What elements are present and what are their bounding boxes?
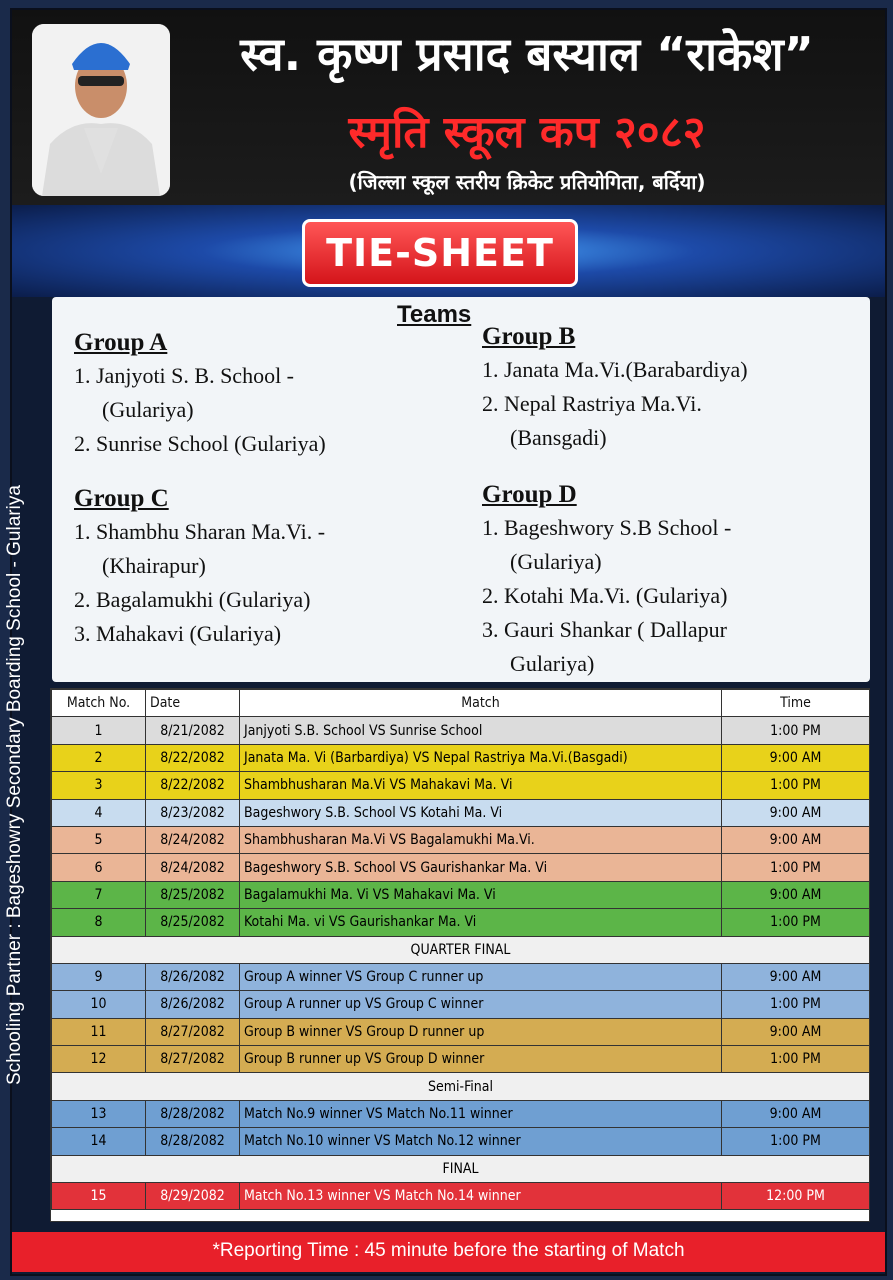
group-c-item: 2. Bagalamukhi (Gulariya) xyxy=(74,587,311,612)
time-cell: 9:00 AM xyxy=(722,826,870,853)
group-d-item: 1. Bageshwory S.B School - xyxy=(482,515,732,540)
group-d-item: (Gulariya) xyxy=(510,549,602,574)
section-row xyxy=(52,936,870,963)
match-no-cell: 9 xyxy=(52,963,146,990)
time-cell: 1:00 PM xyxy=(722,772,870,799)
teams-panel xyxy=(52,297,870,682)
table-row xyxy=(52,881,870,908)
date-cell: 8/24/2082 xyxy=(146,854,240,881)
header-match: Match xyxy=(240,690,722,717)
date-cell: 8/27/2082 xyxy=(146,1046,240,1073)
match-no-cell: 2 xyxy=(52,744,146,771)
table-row xyxy=(52,1018,870,1045)
table-row xyxy=(52,991,870,1018)
tie-sheet-banner xyxy=(12,205,885,297)
match-cell: Bagalamukhi Ma. Vi VS Mahakavi Ma. Vi xyxy=(240,881,722,908)
time-cell: 9:00 AM xyxy=(722,963,870,990)
match-no-cell: 5 xyxy=(52,826,146,853)
group-d xyxy=(482,479,731,681)
match-cell: Group A winner VS Group C runner up xyxy=(240,963,722,990)
group-c-title: Group C xyxy=(74,485,169,512)
portrait-icon xyxy=(32,24,170,196)
section-row xyxy=(52,1155,870,1182)
table-row xyxy=(52,744,870,771)
match-cell: Group B runner up VS Group D winner xyxy=(240,1046,722,1073)
match-cell: Match No.10 winner VS Match No.12 winner xyxy=(240,1128,722,1155)
match-no-cell: 15 xyxy=(52,1183,146,1210)
date-cell: 8/26/2082 xyxy=(146,963,240,990)
match-cell: Shambhusharan Ma.Vi VS Bagalamukhi Ma.Vi. xyxy=(240,826,722,853)
section-row xyxy=(52,1073,870,1100)
match-cell: Group A runner up VS Group C winner xyxy=(240,991,722,1018)
time-cell: 1:00 PM xyxy=(722,1046,870,1073)
group-b-item: 1. Janata Ma.Vi.(Barabardiya) xyxy=(482,357,748,382)
teams-title: Teams xyxy=(397,301,472,328)
table-row xyxy=(52,826,870,853)
date-cell: 8/21/2082 xyxy=(146,717,240,744)
schooling-partner-text: Schooling Partner : Bageshowry Secondary Boarding School - Gulariya xyxy=(4,485,25,1085)
match-no-cell: 8 xyxy=(52,909,146,936)
group-b xyxy=(482,321,748,455)
match-no-cell: 3 xyxy=(52,772,146,799)
group-b-item: 2. Nepal Rastriya Ma.Vi. xyxy=(482,391,702,416)
poster xyxy=(4,8,887,1276)
date-cell: 8/26/2082 xyxy=(146,991,240,1018)
group-c-item: 1. Shambhu Sharan Ma.Vi. - xyxy=(74,519,326,544)
time-cell: 9:00 AM xyxy=(722,799,870,826)
date-cell: 8/24/2082 xyxy=(146,826,240,853)
header-date: Date xyxy=(146,690,240,717)
match-no-cell: 1 xyxy=(52,717,146,744)
time-cell: 9:00 AM xyxy=(722,1100,870,1127)
section-label: Semi-Final xyxy=(52,1073,870,1100)
reporting-time-note: *Reporting Time : 45 minute before the starting of Match xyxy=(12,1232,885,1272)
time-cell: 1:00 PM xyxy=(722,991,870,1018)
group-a-item: 1. Janjyoti S. B. School - xyxy=(74,363,295,388)
time-cell: 1:00 PM xyxy=(722,1128,870,1155)
match-cell: Janata Ma. Vi (Barbardiya) VS Nepal Rastriya Ma.Vi.(Basgadi) xyxy=(240,744,722,771)
date-cell: 8/23/2082 xyxy=(146,799,240,826)
section-label: QUARTER FINAL xyxy=(52,936,870,963)
group-d-item: 2. Kotahi Ma.Vi. (Gulariya) xyxy=(482,583,728,608)
time-cell: 1:00 PM xyxy=(722,717,870,744)
match-no-cell: 12 xyxy=(52,1046,146,1073)
time-cell: 9:00 AM xyxy=(722,881,870,908)
date-cell: 8/25/2082 xyxy=(146,881,240,908)
title-line-3: (जिल्ला स्कूल स्तरीय क्रिकेट प्रतियोगिता, बर्दिया) xyxy=(348,170,706,194)
match-cell: Match No.13 winner VS Match No.14 winner xyxy=(240,1183,722,1210)
date-cell: 8/25/2082 xyxy=(146,909,240,936)
schedule-table xyxy=(50,688,870,1222)
tie-sheet-label: TIE-SHEET xyxy=(302,219,578,287)
match-cell: Shambhusharan Ma.Vi VS Mahakavi Ma. Vi xyxy=(240,772,722,799)
match-no-cell: 13 xyxy=(52,1100,146,1127)
match-cell: Bageshwory S.B. School VS Kotahi Ma. Vi xyxy=(240,799,722,826)
time-cell: 12:00 PM xyxy=(722,1183,870,1210)
header-match-no: Match No. xyxy=(52,690,146,717)
date-cell: 8/22/2082 xyxy=(146,772,240,799)
table-row xyxy=(52,1046,870,1073)
time-cell: 1:00 PM xyxy=(722,909,870,936)
table-header xyxy=(52,690,870,717)
match-no-cell: 14 xyxy=(52,1128,146,1155)
header-time: Time xyxy=(722,690,870,717)
group-a-item: (Gulariya) xyxy=(102,397,194,422)
time-cell: 9:00 AM xyxy=(722,1018,870,1045)
memorial-photo xyxy=(32,24,170,196)
match-cell: Group B winner VS Group D runner up xyxy=(240,1018,722,1045)
table-row xyxy=(52,963,870,990)
section-label: FINAL xyxy=(52,1155,870,1182)
group-c-item: (Khairapur) xyxy=(102,553,206,578)
date-cell: 8/28/2082 xyxy=(146,1100,240,1127)
match-no-cell: 6 xyxy=(52,854,146,881)
table-row xyxy=(52,1100,870,1127)
group-d-item: Gulariya) xyxy=(510,651,595,676)
match-no-cell: 7 xyxy=(52,881,146,908)
date-cell: 8/22/2082 xyxy=(146,744,240,771)
match-no-cell: 10 xyxy=(52,991,146,1018)
group-c xyxy=(74,483,325,651)
time-cell: 9:00 AM xyxy=(722,744,870,771)
match-no-cell: 11 xyxy=(52,1018,146,1045)
date-cell: 8/28/2082 xyxy=(146,1128,240,1155)
match-cell: Match No.9 winner VS Match No.11 winner xyxy=(240,1100,722,1127)
table-row xyxy=(52,909,870,936)
table-row xyxy=(52,1183,870,1210)
table-row xyxy=(52,772,870,799)
group-a-item: 2. Sunrise School (Gulariya) xyxy=(74,431,326,456)
group-b-title: Group B xyxy=(482,323,576,350)
title-line-2: स्मृति स्कूल कप २०८२ xyxy=(348,107,706,158)
group-b-item: (Bansgadi) xyxy=(510,425,607,450)
match-cell: Janjyoti S.B. School VS Sunrise School xyxy=(240,717,722,744)
time-cell: 1:00 PM xyxy=(722,854,870,881)
match-cell: Bageshwory S.B. School VS Gaurishankar Ma. Vi xyxy=(240,854,722,881)
group-a-title: Group A xyxy=(74,329,168,356)
date-cell: 8/29/2082 xyxy=(146,1183,240,1210)
group-a xyxy=(74,327,326,461)
group-d-title: Group D xyxy=(482,481,577,508)
date-cell: 8/27/2082 xyxy=(146,1018,240,1045)
group-c-item: 3. Mahakavi (Gulariya) xyxy=(74,621,282,646)
match-no-cell: 4 xyxy=(52,799,146,826)
title-line-1: स्व. कृष्ण प्रसाद बस्याल “राकेश” xyxy=(240,27,814,81)
group-d-item: 3. Gauri Shankar ( Dallapur xyxy=(482,617,727,642)
header xyxy=(12,10,885,205)
table-row xyxy=(52,1128,870,1155)
table-row xyxy=(52,717,870,744)
table-row xyxy=(52,799,870,826)
match-cell: Kotahi Ma. vi VS Gaurishankar Ma. Vi xyxy=(240,909,722,936)
table-row xyxy=(52,854,870,881)
